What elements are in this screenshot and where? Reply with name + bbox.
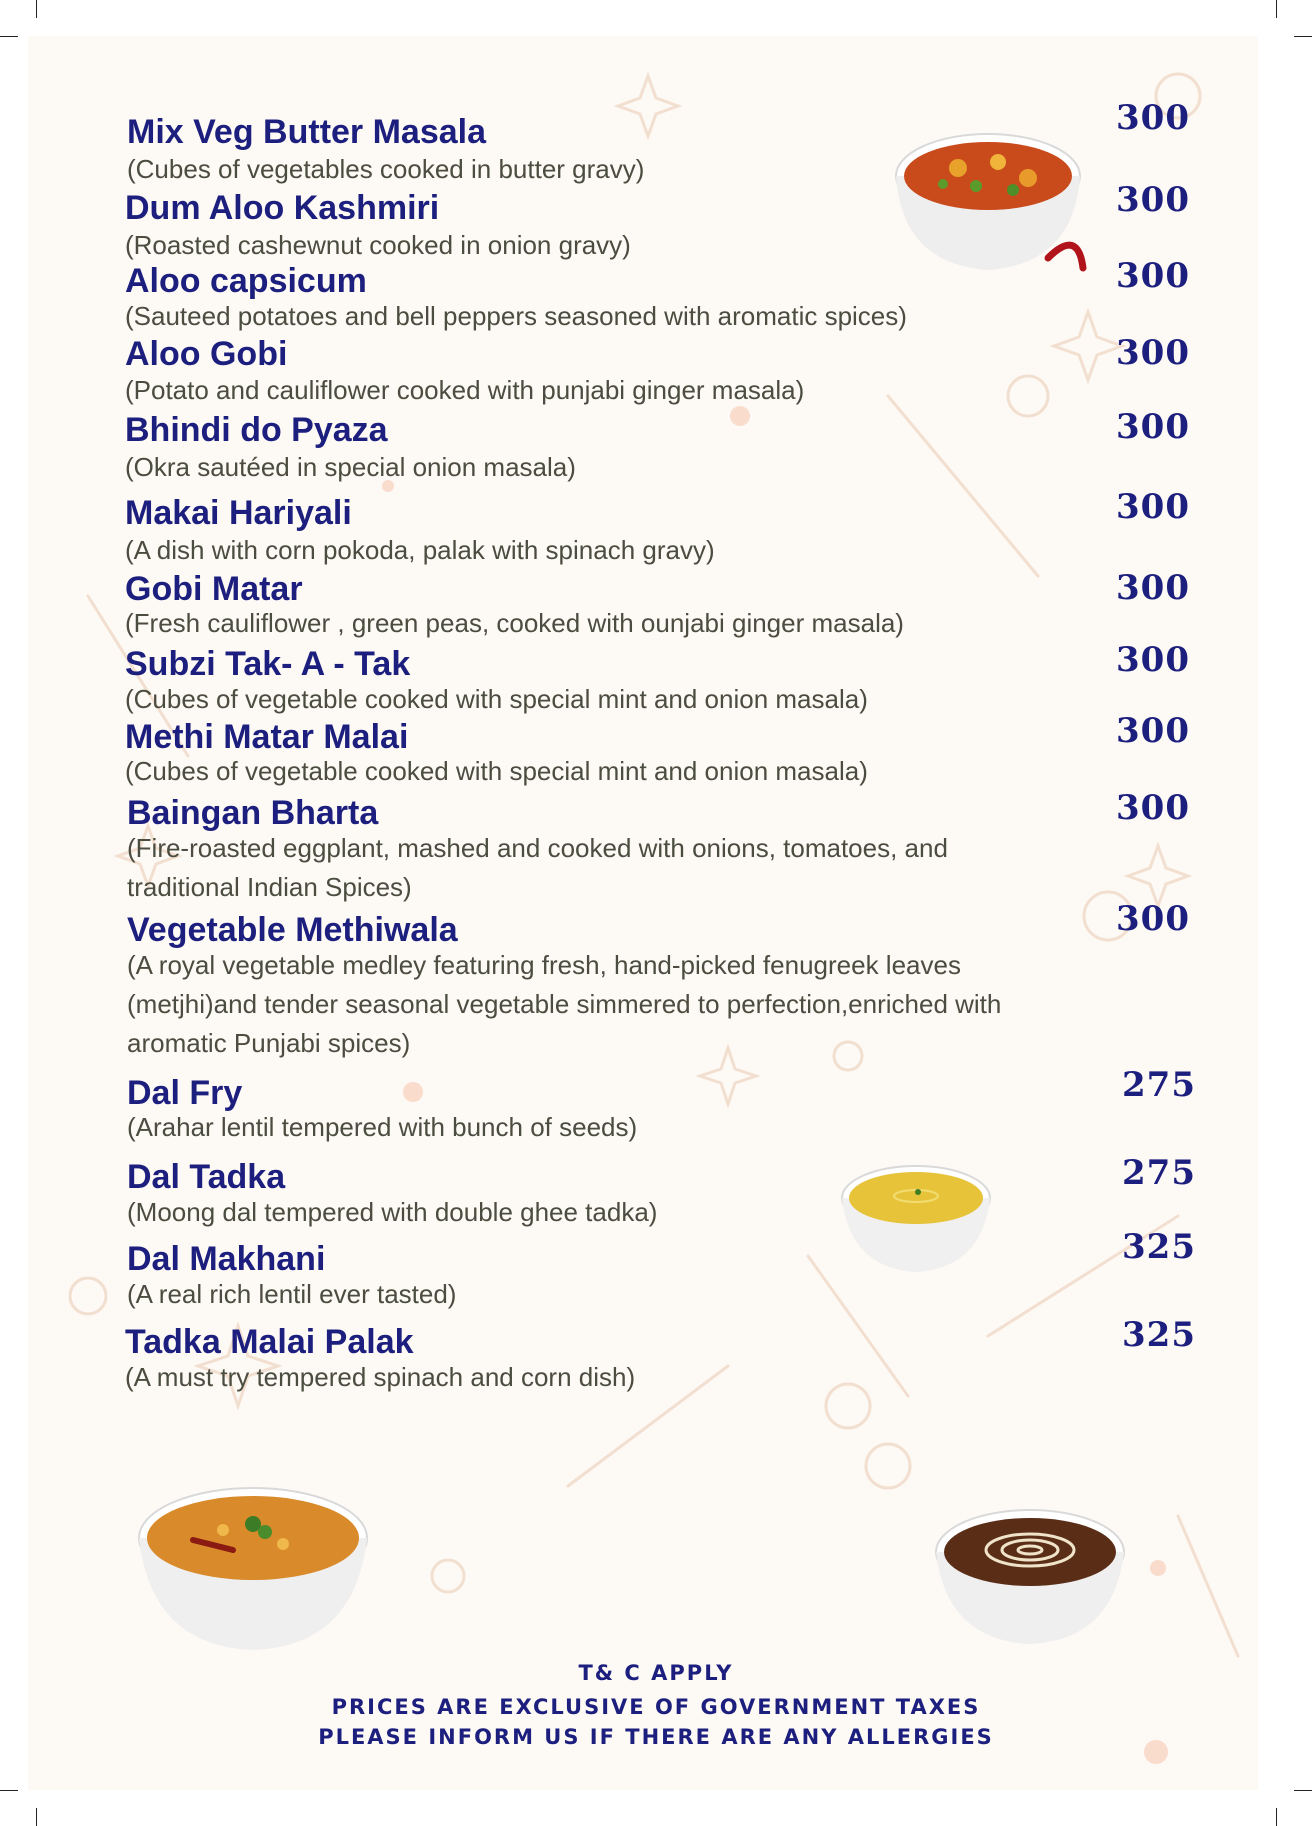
- crop-mark: [1294, 36, 1312, 37]
- dish-description: (Cubes of vegetables cooked in butter gravy): [127, 154, 645, 184]
- dish-price: 300: [1116, 640, 1190, 680]
- dish-price: 300: [1116, 256, 1190, 296]
- description-line: traditional Indian Spices): [127, 872, 412, 902]
- dish-description: (Roasted cashewnut cooked in onion gravy): [125, 230, 631, 260]
- dish-name: Aloo capsicum: [125, 262, 367, 300]
- dish-price: 300: [1116, 487, 1190, 527]
- dish-name: Subzi Tak- A - Tak: [125, 645, 411, 683]
- dish-name: Vegetable Methiwala: [127, 911, 458, 949]
- description-line: aromatic Punjabi spices): [127, 1028, 411, 1058]
- dish-price: 275: [1122, 1153, 1196, 1193]
- dish-name: Tadka Malai Palak: [125, 1323, 414, 1361]
- dish-price: 300: [1116, 899, 1190, 939]
- dish-price: 300: [1116, 711, 1190, 751]
- dish-price: 325: [1122, 1315, 1196, 1355]
- dish-name: Dal Makhani: [127, 1240, 326, 1278]
- dish-description: (Moong dal tempered with double ghee tadka): [127, 1197, 658, 1227]
- dish-description: (Okra sautéed in special onion masala): [125, 452, 576, 482]
- dish-description: [127, 946, 1001, 1063]
- dish-price: 300: [1116, 333, 1190, 373]
- dal-makhani-bowl-image: [930, 1498, 1130, 1648]
- dish-price: 300: [1116, 180, 1190, 220]
- dish-description: (Arahar lentil tempered with bunch of seeds): [127, 1112, 638, 1142]
- allergy-note: PLEASE INFORM US IF THERE ARE ANY ALLERGIES: [318, 1725, 994, 1749]
- dish-price: 325: [1122, 1227, 1196, 1267]
- dish-description: (A real rich lentil ever tasted): [127, 1279, 457, 1309]
- taxes-note: PRICES ARE EXCLUSIVE OF GOVERNMENT TAXES: [331, 1695, 981, 1719]
- dish-price: 300: [1116, 568, 1190, 608]
- dal-tadka-bowl-image: [836, 1156, 996, 1278]
- dish-name: Bhindi do Pyaza: [125, 411, 388, 449]
- dal-fry-bowl-image: [133, 1474, 373, 1654]
- dish-description: [127, 829, 948, 907]
- crop-mark: [0, 36, 18, 37]
- dish-price: 300: [1116, 98, 1190, 138]
- dish-name: Gobi Matar: [125, 570, 303, 608]
- description-line: (metjhi)and tender seasonal vegetable simmered to perfection,enriched with: [127, 989, 1002, 1019]
- dish-name: Aloo Gobi: [125, 335, 288, 373]
- dish-price: 300: [1116, 407, 1190, 447]
- dish-name: Makai Hariyali: [125, 494, 352, 532]
- dish-name: Dal Tadka: [127, 1158, 286, 1196]
- crop-mark: [1276, 0, 1277, 18]
- dish-description: (Cubes of vegetable cooked with special mint and onion masala): [125, 684, 868, 714]
- dish-name: Dum Aloo Kashmiri: [125, 189, 440, 227]
- description-line: (A royal vegetable medley featuring fresh, hand-picked fenugreek leaves: [127, 950, 961, 980]
- description-line: (Fire-roasted eggplant, mashed and cooked with onions, tomatoes, and: [127, 833, 948, 863]
- dish-price: 275: [1122, 1065, 1196, 1105]
- dish-description: (Fresh cauliflower , green peas, cooked with ounjabi ginger masala): [125, 608, 904, 638]
- crop-mark: [1276, 1808, 1277, 1826]
- dish-description: (A must try tempered spinach and corn dish): [125, 1362, 636, 1392]
- dish-description: (A dish with corn pokoda, palak with spinach gravy): [125, 535, 715, 565]
- crop-mark: [36, 0, 37, 18]
- crop-mark: [36, 1808, 37, 1826]
- crop-mark: [0, 1790, 18, 1791]
- dish-name: Dal Fry: [127, 1074, 243, 1112]
- terms-note: T& C APPLY: [578, 1661, 734, 1685]
- dish-name: Mix Veg Butter Masala: [127, 113, 487, 151]
- dish-description: (Cubes of vegetable cooked with special mint and onion masala): [125, 756, 868, 786]
- dish-price: 300: [1116, 788, 1190, 828]
- dish-description: (Potato and cauliflower cooked with punjabi ginger masala): [125, 375, 805, 405]
- dish-name: Methi Matar Malai: [125, 718, 409, 756]
- dish-description: (Sauteed potatoes and bell peppers seasoned with aromatic spices): [125, 301, 907, 331]
- crop-mark: [1294, 1790, 1312, 1791]
- mix-veg-bowl-image: [878, 118, 1108, 288]
- dish-name: Baingan Bharta: [127, 794, 379, 832]
